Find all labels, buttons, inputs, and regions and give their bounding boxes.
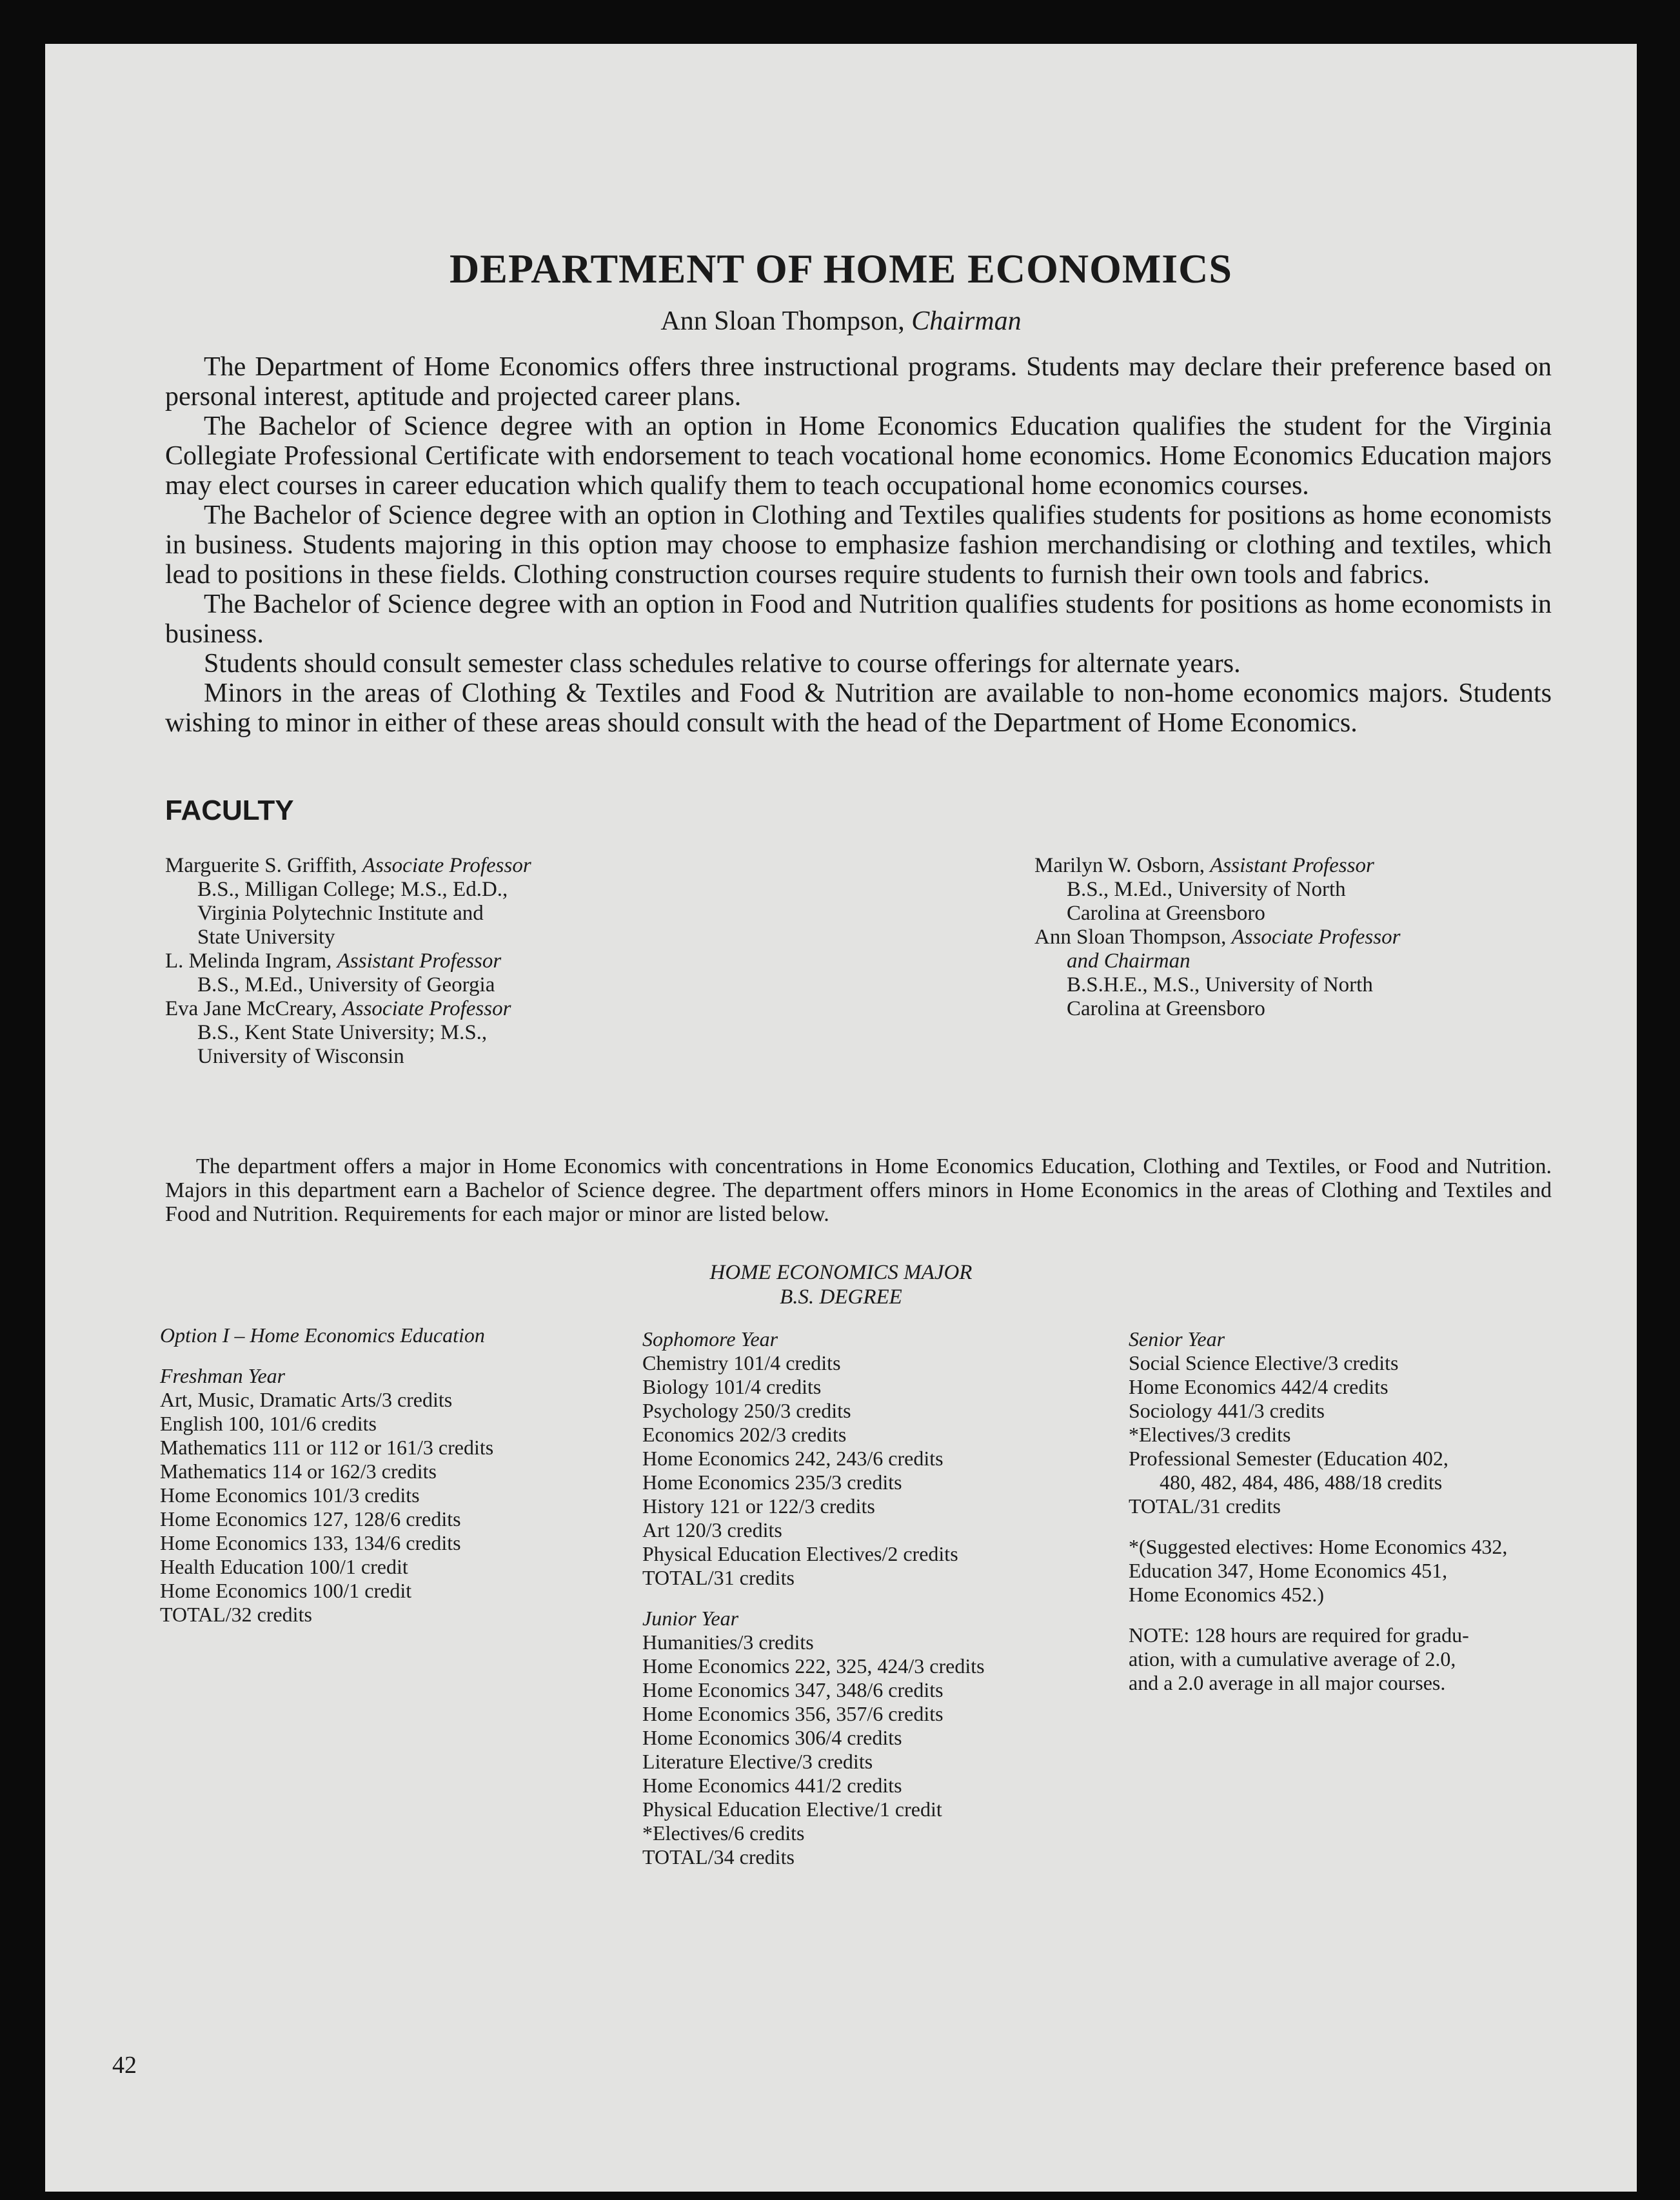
course-line: *Electives/3 credits <box>1129 1423 1291 1446</box>
course-line: Art 120/3 credits <box>642 1518 782 1541</box>
faculty-member <box>1034 926 1550 949</box>
faculty-degree: B.S., Milligan College; M.S., Ed.D., <box>197 878 508 901</box>
course-line: History 121 or 122/3 credits <box>642 1494 875 1518</box>
course-line: *Electives/6 credits <box>642 1821 805 1845</box>
course-line: Mathematics 111 or 112 or 161/3 credits <box>160 1436 494 1459</box>
note-line: and a 2.0 average in all major courses. <box>1129 1671 1446 1694</box>
course-line: Home Economics 347, 348/6 credits <box>642 1678 944 1701</box>
suggested-electives-line: Education 347, Home Economics 451, <box>1129 1559 1448 1582</box>
total-line: TOTAL/34 credits <box>642 1845 795 1868</box>
faculty-degree: University of Wisconsin <box>197 1045 404 1068</box>
year-heading: Junior Year <box>642 1607 739 1630</box>
chairman-line <box>45 306 1637 337</box>
course-line: Literature Elective/3 credits <box>642 1750 873 1773</box>
course-line: Home Economics 127, 128/6 credits <box>160 1507 461 1531</box>
curriculum-column-3 <box>1129 1327 1593 1695</box>
course-line: Home Economics 356, 357/6 credits <box>642 1702 944 1725</box>
year-heading: Sophomore Year <box>642 1327 778 1351</box>
faculty-name: Ann Sloan Thompson, <box>1034 926 1227 949</box>
course-line: Home Economics 442/4 credits <box>1129 1375 1388 1398</box>
faculty-name: L. Melinda Ingram, <box>165 949 332 973</box>
chair-title: Chairman <box>911 306 1022 336</box>
faculty-degree: B.S., M.Ed., University of North <box>1067 878 1346 901</box>
course-line: Social Science Elective/3 credits <box>1129 1351 1399 1374</box>
course-line: Biology 101/4 credits <box>642 1375 822 1398</box>
faculty-rank-2: and Chairman <box>1067 949 1191 973</box>
intro-paragraph: Students should consult semester class schedules relative to course offerings for alternate years. <box>204 649 1241 679</box>
faculty-member <box>165 997 810 1021</box>
note-line: ation, with a cumulative average of 2.0, <box>1129 1647 1456 1670</box>
major-title <box>45 1260 1637 1309</box>
spacer <box>160 1347 663 1364</box>
course-line: Home Economics 235/3 credits <box>642 1471 902 1494</box>
course-line: Mathematics 114 or 162/3 credits <box>160 1460 437 1483</box>
major-title-line: HOME ECONOMICS MAJOR <box>709 1261 973 1284</box>
suggested-electives-line: *(Suggested electives: Home Economics 432, <box>1129 1535 1508 1558</box>
course-line: Economics 202/3 credits <box>642 1423 847 1446</box>
spacer <box>1129 1518 1593 1535</box>
note-line: NOTE: 128 hours are required for gradu- <box>1129 1623 1469 1647</box>
chair-name: Ann Sloan Thompson, <box>660 306 905 336</box>
year-heading: Freshman Year <box>160 1364 286 1387</box>
option-heading: Option I – Home Economics Education <box>160 1323 485 1347</box>
faculty-degree: B.S.H.E., M.S., University of North <box>1067 973 1373 996</box>
course-line: Home Economics 133, 134/6 credits <box>160 1531 461 1554</box>
course-line: Sociology 441/3 credits <box>1129 1399 1325 1422</box>
intro-section <box>165 352 1552 738</box>
page-number: 42 <box>112 2052 137 2079</box>
faculty-rank: Associate Professor <box>1231 926 1401 949</box>
course-line: Humanities/3 credits <box>642 1630 814 1654</box>
year-heading: Senior Year <box>1129 1327 1225 1351</box>
faculty-degree: B.S., Kent State University; M.S., <box>197 1021 488 1044</box>
course-line: Home Economics 101/3 credits <box>160 1483 420 1507</box>
spacer <box>642 1590 1145 1607</box>
faculty-member <box>165 949 810 973</box>
curriculum-column-1 <box>160 1323 663 1627</box>
major-intro-paragraph: The department offers a major in Home Economics with concentrations in Home Economics Education, Clothing and Textiles, or Food and Nutrition. Majors in this department earn a Bachelor of Science degree. The department offers minors in Home Economics in the areas of Clothing and Textiles and Food and Nutrition. Requirements for each major or minor are listed below. <box>165 1155 1552 1226</box>
course-line: Physical Education Electives/2 credits <box>642 1542 958 1565</box>
course-line: Home Economics 222, 325, 424/3 credits <box>642 1654 985 1678</box>
faculty-rank: Assistant Professor <box>1210 854 1374 877</box>
faculty-degree: Carolina at Greensboro <box>1067 902 1265 925</box>
faculty-rank: Assistant Professor <box>337 949 502 973</box>
faculty-rank: Associate Professor <box>362 854 531 877</box>
intro-paragraph: The Bachelor of Science degree with an option in Clothing and Textiles qualifies students for positions as home economists in business. Students majoring in this option may choose to emphasize fashion merchandising or clothing and textiles, which lead to positions in these fields. Clothing construction courses require students to furnish their own tools and fabrics. <box>165 500 1552 590</box>
course-line: Physical Education Elective/1 credit <box>642 1798 942 1821</box>
course-line: Art, Music, Dramatic Arts/3 credits <box>160 1388 453 1411</box>
faculty-name: Marilyn W. Osborn, <box>1034 854 1205 877</box>
faculty-name: Eva Jane McCreary, <box>165 997 337 1020</box>
major-title-line: B.S. DEGREE <box>780 1285 902 1309</box>
course-line: Home Economics 441/2 credits <box>642 1774 902 1797</box>
course-line: Home Economics 100/1 credit <box>160 1579 412 1602</box>
intro-paragraph: Minors in the areas of Clothing & Textiles and Food & Nutrition are available to non-home economics majors. Students wishing to minor in either of these areas should consult with the head of the Department of Home Economics. <box>165 679 1552 738</box>
course-line: English 100, 101/6 credits <box>160 1412 377 1435</box>
faculty-name: Marguerite S. Griffith, <box>165 854 357 877</box>
intro-paragraph: The Department of Home Economics offers three instructional programs. Students may declare their preference based on personal interest, aptitude and projected career plans. <box>165 352 1552 411</box>
faculty-member <box>165 854 810 878</box>
course-line: Chemistry 101/4 credits <box>642 1351 841 1374</box>
faculty-left-column <box>165 854 810 1069</box>
course-line: Home Economics 242, 243/6 credits <box>642 1447 944 1470</box>
intro-paragraph: The Bachelor of Science degree with an option in Food and Nutrition qualifies students for positions as home economists in business. <box>165 590 1552 649</box>
intro-paragraph: The Bachelor of Science degree with an option in Home Economics Education qualifies the student for the Virginia Collegiate Professional Certificate with endorsement to teach vocational home economics. Home Economics Education majors may elect courses in career education which qualify them to teach occupational home economics courses. <box>165 411 1552 500</box>
total-line: TOTAL/32 credits <box>160 1603 312 1626</box>
faculty-rank: Associate Professor <box>342 997 511 1020</box>
faculty-member <box>1034 854 1550 878</box>
faculty-right-column <box>1034 854 1550 1021</box>
faculty-degree: B.S., M.Ed., University of Georgia <box>197 973 495 996</box>
faculty-heading: FACULTY <box>165 795 294 826</box>
faculty-degree: State University <box>197 926 335 949</box>
total-line: TOTAL/31 credits <box>642 1566 795 1589</box>
faculty-degree: Carolina at Greensboro <box>1067 997 1265 1020</box>
curriculum-column-2 <box>642 1327 1145 1869</box>
course-line: Psychology 250/3 credits <box>642 1399 851 1422</box>
faculty-rank-continued <box>1034 949 1550 973</box>
document-page <box>45 44 1637 2192</box>
total-line: TOTAL/31 credits <box>1129 1494 1281 1518</box>
course-line: Health Education 100/1 credit <box>160 1555 408 1578</box>
suggested-electives-line: Home Economics 452.) <box>1129 1583 1325 1606</box>
page-title: DEPARTMENT OF HOME ECONOMICS <box>450 246 1232 292</box>
spacer <box>1129 1607 1593 1623</box>
course-line: Professional Semester (Education 402, <box>1129 1447 1448 1470</box>
course-line: Home Economics 306/4 credits <box>642 1726 902 1749</box>
course-line-continued: 480, 482, 484, 486, 488/18 credits <box>1160 1471 1443 1494</box>
faculty-degree: Virginia Polytechnic Institute and <box>197 902 484 925</box>
